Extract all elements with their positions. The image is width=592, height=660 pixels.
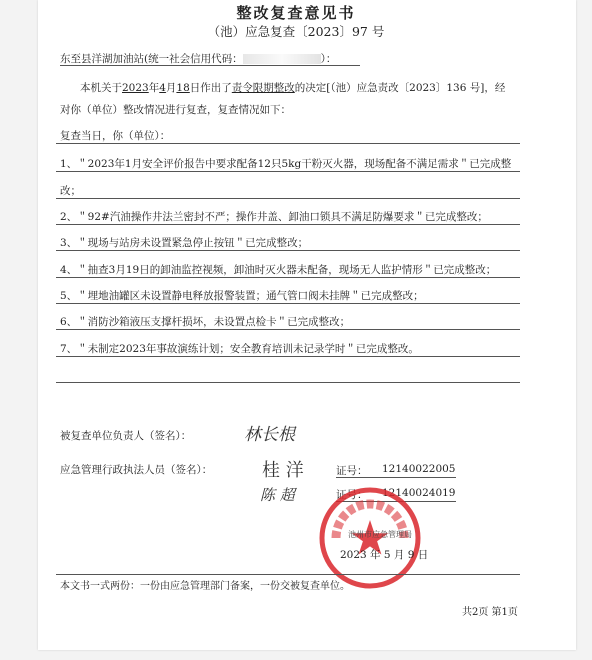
page-indicator: 共2页 第1页 bbox=[462, 607, 518, 618]
intro-line-2: 对你（单位）整改情况进行复查，复查情况如下： bbox=[60, 104, 291, 116]
item-1-cont: 改； bbox=[60, 185, 81, 197]
rule bbox=[56, 574, 520, 575]
rule bbox=[56, 329, 520, 330]
document-number: （池）应急复查〔2023〕97 号 bbox=[207, 24, 385, 39]
item-3: 3、＂现场与站房未设置紧急停止按钮＂已完成整改； bbox=[60, 237, 309, 249]
item-7: 7、＂未制定2023年事故演练计划；安全教育培训未记录学时＂已完成整改。 bbox=[60, 343, 419, 355]
issuing-org: 池州市应急管理局 bbox=[348, 530, 412, 539]
responsible-signature: 林长根 bbox=[244, 425, 295, 445]
check-day-label: 复查当日，你（单位）： bbox=[60, 130, 171, 142]
item-2: 2、＂92#汽油操作井法兰密封不严；操作井盖、卸油口锁具不满足防爆要求＂已完成整改； bbox=[60, 211, 488, 223]
rule bbox=[56, 224, 520, 225]
rule bbox=[56, 277, 520, 278]
cert-number-2: 12140024019 bbox=[382, 487, 456, 499]
cert-label-2: 证号： bbox=[336, 489, 368, 501]
rule bbox=[56, 303, 520, 304]
document-title: 整改复查意见书 bbox=[236, 4, 356, 22]
redacted-code bbox=[243, 54, 321, 64]
item-5: 5、＂埋地油罐区未设置静电释放报警装置；通气管口阀未挂牌＂已完成整改； bbox=[60, 290, 424, 302]
rule bbox=[56, 356, 520, 357]
officer-label: 应急管理行政执法人员（签名）： bbox=[60, 464, 213, 476]
officer-1-signature: 桂 洋 bbox=[262, 460, 304, 481]
cert-number-1: 12140022005 bbox=[382, 463, 456, 475]
rule bbox=[56, 198, 520, 199]
rule bbox=[56, 143, 520, 144]
rule bbox=[336, 477, 456, 478]
item-6: 6、＂消防沙箱液压支撑杆损坏，未设置点检卡＂已完成整改； bbox=[60, 316, 351, 328]
rule bbox=[56, 382, 520, 383]
recipient-underline bbox=[60, 65, 360, 66]
recipient-end: ）： bbox=[320, 53, 337, 65]
rule bbox=[56, 250, 520, 251]
item-4: 4、＂抽查3月19日的卸油监控视频，卸油时灭火器未配备，现场无人监护情形＂已完成整改； bbox=[60, 264, 497, 276]
recipient-line bbox=[60, 51, 336, 66]
intro-line-1: 本机关于2023年4月18日作出了责令限期整改的决定[（池）应急责改〔2023〕136 号]，经 bbox=[80, 82, 506, 94]
recipient-name: 东至县洋湖加油站(统一社会信用代码： bbox=[60, 53, 243, 65]
item-1: 1、＂2023年1月安全评价报告中要求配备12只5kg干粉灭火器，现场配备不满足需求＂已完成整 bbox=[60, 158, 512, 170]
responsible-label: 被复查单位负责人（签名）： bbox=[60, 430, 192, 442]
issue-date: 2023 年 5 月 9 日 bbox=[340, 549, 429, 561]
officer-2-signature: 陈 超 bbox=[260, 486, 295, 504]
rule bbox=[56, 171, 520, 172]
cert-label-1: 证号： bbox=[336, 465, 368, 477]
footer-note: 本文书一式两份：一份由应急管理部门备案，一份交被复查单位。 bbox=[60, 581, 350, 592]
